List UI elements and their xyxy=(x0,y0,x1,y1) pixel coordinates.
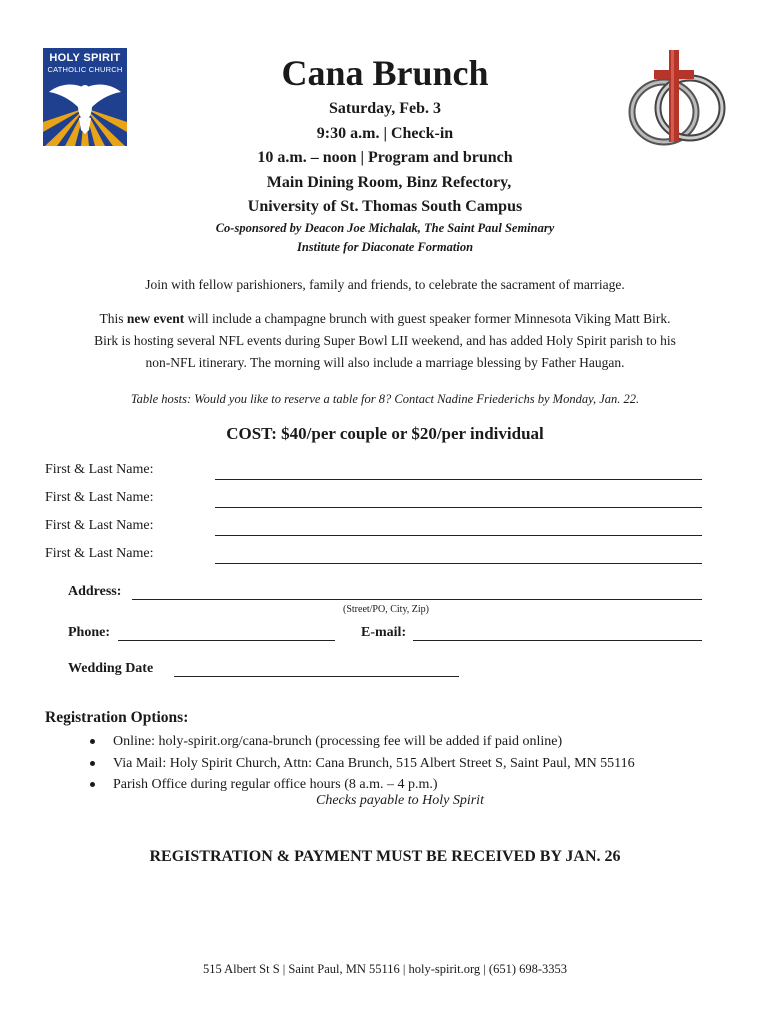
name-label: First & Last Name: xyxy=(45,546,154,561)
description-line-3: non-NFL itinerary. The morning will also include a marriage blessing by Father Haugan. xyxy=(145,355,625,370)
email-field[interactable] xyxy=(413,640,702,641)
registration-title: Registration Options: xyxy=(45,709,189,726)
name-row-2 xyxy=(45,490,705,512)
table-hosts-note: Table hosts: Would you like to reserve a table for 8? Contact Nadine Friederichs by Monday, Jan. 22. xyxy=(130,392,640,406)
email-label: E-mail: xyxy=(361,625,407,640)
logo-line-1: HOLY SPIRIT xyxy=(49,51,121,64)
description-line-1 xyxy=(0,308,770,330)
event-checkin-time: 9:30 a.m. | Check-in xyxy=(316,124,454,142)
name-field[interactable] xyxy=(215,479,702,480)
name-row-3 xyxy=(45,518,705,540)
phone-field[interactable] xyxy=(118,640,335,641)
event-campus: University of St. Thomas South Campus xyxy=(247,198,523,215)
cosponsor-line-1: Co-sponsored by Deacon Joe Michalak, The Saint Paul Seminary xyxy=(215,221,555,235)
address-field[interactable] xyxy=(132,599,702,600)
page-title: Cana Brunch xyxy=(281,53,489,93)
registration-option-office: Parish Office during regular office hours (8 a.m. – 4 p.m.) xyxy=(90,774,635,796)
event-details xyxy=(0,97,770,220)
name-field[interactable] xyxy=(215,563,702,564)
name-label: First & Last Name: xyxy=(45,462,154,477)
logo-line-2: CATHOLIC CHURCH xyxy=(47,64,123,74)
address-label: Address: xyxy=(68,584,122,599)
address-hint: (Street/PO, City, Zip) xyxy=(343,604,430,615)
description-bold: new event xyxy=(126,311,185,326)
registration-option-mail: Via Mail: Holy Spirit Church, Attn: Cana Brunch, 515 Albert Street S, Saint Paul, MN 55116 xyxy=(90,753,635,775)
description-line-2: Birk is hosting several NFL events during Super Bowl LII weekend, and has added Holy Spirit parish to his xyxy=(94,333,676,348)
registration-options xyxy=(90,731,635,796)
cosponsor-line-2: Institute for Diaconate Formation xyxy=(296,240,474,254)
wedding-date-label: Wedding Date xyxy=(68,661,154,676)
name-label: First & Last Name: xyxy=(45,518,154,533)
footer-contact: 515 Albert St S | Saint Paul, MN 55116 | holy-spirit.org | (651) 698-3353 xyxy=(202,962,568,976)
name-label: First & Last Name: xyxy=(45,490,154,505)
cosponsor-block xyxy=(0,219,770,257)
event-room: Main Dining Room, Binz Refectory, xyxy=(258,173,512,191)
name-row-1 xyxy=(45,462,705,484)
event-program-time: 10 a.m. – noon | Program and brunch xyxy=(257,149,513,166)
intro-text: Join with fellow parishioners, family and friends, to celebrate the sacrament of marriage. xyxy=(145,277,625,292)
registration-deadline: REGISTRATION & PAYMENT MUST BE RECEIVED BY JAN. 26 xyxy=(149,848,621,865)
event-date: Saturday, Feb. 3 xyxy=(328,100,441,117)
registration-option-online: Online: holy-spirit.org/cana-brunch (processing fee will be added if paid online) xyxy=(90,731,635,753)
cost-heading: COST: $40/per couple or $20/per individual xyxy=(226,424,544,443)
phone-label: Phone: xyxy=(68,625,110,640)
checks-payable-note: Checks payable to Holy Spirit xyxy=(316,793,484,808)
name-field[interactable] xyxy=(215,535,702,536)
description-text xyxy=(0,308,770,374)
description-suffix: will include a champagne brunch with guest speaker former Minnesota Viking Matt Birk. xyxy=(184,311,671,326)
description-prefix: This xyxy=(99,311,127,326)
name-row-4 xyxy=(45,546,705,568)
name-field[interactable] xyxy=(215,507,702,508)
wedding-date-field[interactable] xyxy=(174,676,459,677)
